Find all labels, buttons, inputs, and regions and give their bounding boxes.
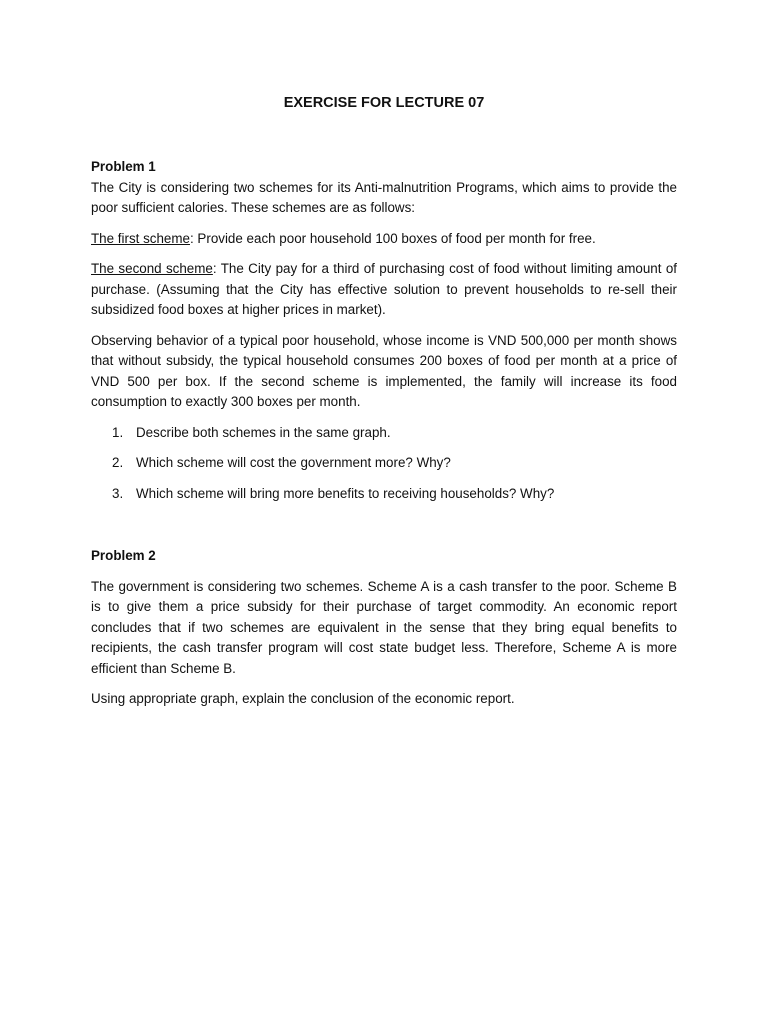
problem-2-question: Using appropriate graph, explain the conclusion of the economic report. bbox=[91, 691, 515, 706]
question-number: 2. bbox=[112, 455, 124, 470]
scheme-2-paragraph bbox=[91, 259, 677, 321]
observation-paragraph: Observing behavior of a typical poor household, whose income is VND 500,000 per month shows that without subsidy, the typical household consumes 200 boxes of food per month at a price of VND 500 per box. If the second scheme is implemented, the family will increase its food consumption to exactly 300 boxes per month. bbox=[91, 332, 677, 409]
scheme-1-text: : Provide each poor household 100 boxes of food per month for free. bbox=[189, 230, 596, 246]
question-text: Describe both schemes in the same graph. bbox=[136, 424, 391, 440]
question-text: Which scheme will cost the government more? Why? bbox=[136, 455, 451, 470]
problem-2-heading: Problem 2 bbox=[91, 548, 156, 563]
list-item bbox=[91, 484, 677, 505]
question-number: 3. bbox=[112, 485, 124, 501]
problem-1-questions bbox=[91, 423, 677, 505]
list-item bbox=[91, 423, 677, 444]
section-spacer bbox=[91, 514, 677, 546]
question-number: 1. bbox=[112, 424, 124, 440]
scheme-1-paragraph bbox=[91, 229, 677, 250]
question-text: Which scheme will bring more benefits to receiving households? Why? bbox=[136, 485, 555, 501]
problem-2-body: The government is considering two schemes. Scheme A is a cash transfer to the poor. Scheme B is to give them a price subsidy for their purchase of target commodity. An economic report concludes that if two schemes are equivalent in the sense that they bring equal benefits to recipients, the cash transfer program will cost state budget less. Therefore, Scheme A is more efficient than Scheme B. bbox=[91, 578, 677, 676]
page-title: EXERCISE FOR LECTURE 07 bbox=[283, 95, 485, 111]
problem-1-intro: The City is considering two schemes for its Anti-malnutrition Programs, which aims to provide the poor sufficient calories. These schemes are as follows: bbox=[91, 179, 677, 215]
scheme-2-text: : The City pay for a third of purchasing cost of food without limiting amount of purchase. (Assuming that the City has effective solution to prevent households to re-sell their subsidized food boxes at higher prices in market). bbox=[91, 261, 677, 317]
document-content bbox=[91, 92, 677, 720]
list-item bbox=[91, 453, 677, 474]
scheme-1-label: The first scheme bbox=[91, 230, 190, 246]
problem-1-heading: Problem 1 bbox=[91, 159, 156, 174]
scheme-2-label: The second scheme bbox=[91, 261, 213, 276]
